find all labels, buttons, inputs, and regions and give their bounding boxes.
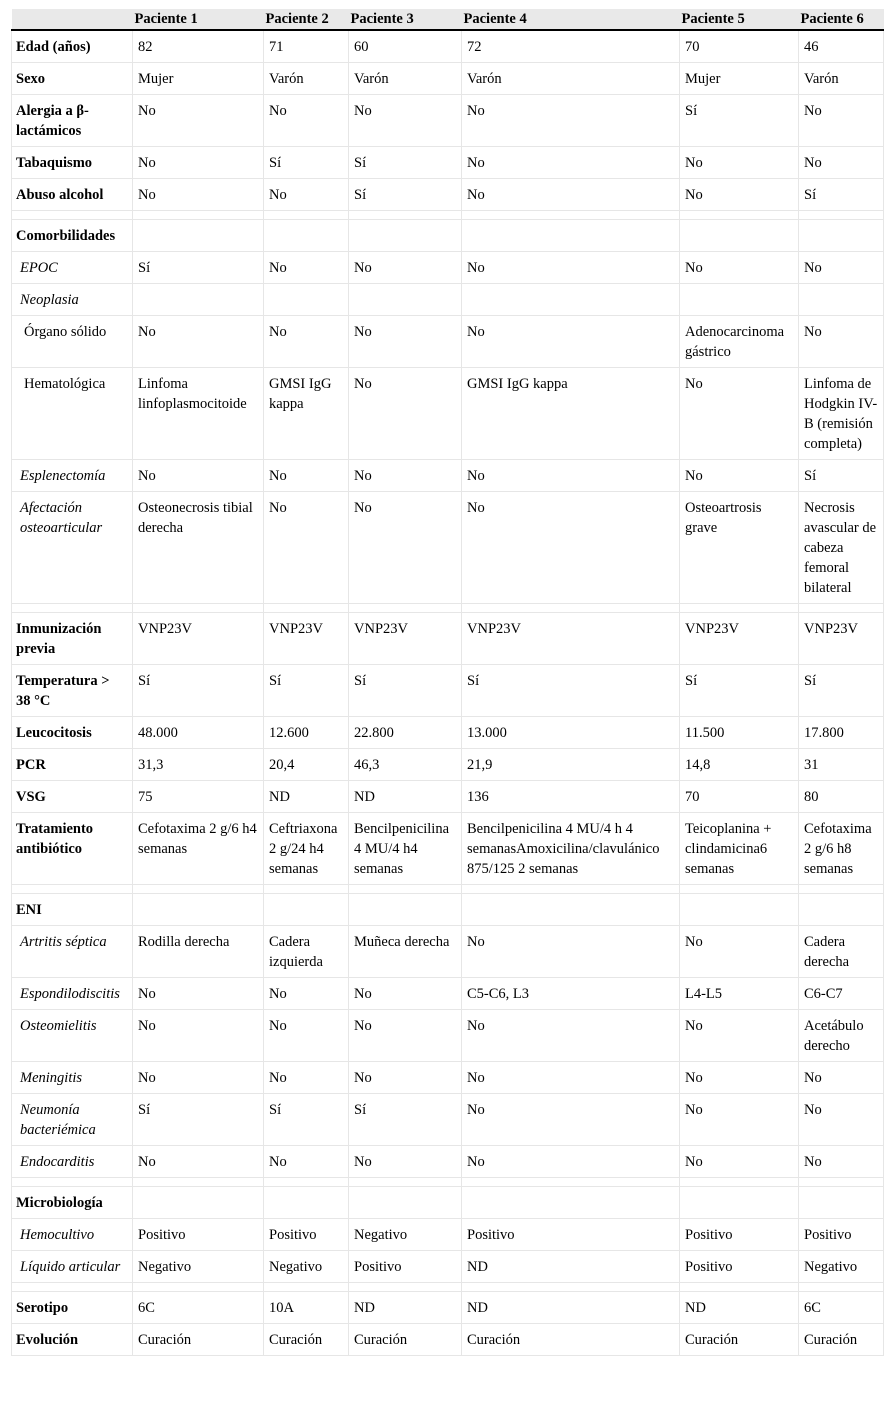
row-label: Hemocultivo (12, 1219, 133, 1251)
table-cell-paciente-4: No (462, 492, 680, 604)
table-cell-paciente-5: Teicoplanina + clindamicina6 semanas (680, 813, 799, 885)
table-cell-paciente-4: No (462, 316, 680, 368)
spacer-cell (462, 1283, 680, 1292)
row-label: Temperatura > 38 °C (12, 665, 133, 717)
table-cell-paciente-4: No (462, 1146, 680, 1178)
table-cell-paciente-2: 20,4 (264, 749, 349, 781)
table-cell-paciente-2: GMSI IgG kappa (264, 368, 349, 460)
table-cell-paciente-2: No (264, 978, 349, 1010)
table-cell-paciente-1: 31,3 (133, 749, 264, 781)
spacer-cell (264, 211, 349, 220)
table-row (12, 147, 884, 179)
header-cell-paciente-3: Paciente 3 (349, 9, 462, 30)
spacer-cell (264, 1283, 349, 1292)
spacer-cell (349, 1283, 462, 1292)
spacer-cell (133, 1283, 264, 1292)
table-cell-paciente-1: Sí (133, 1094, 264, 1146)
table-cell-paciente-1: Rodilla derecha (133, 926, 264, 978)
table-row (12, 665, 884, 717)
spacer-row (12, 604, 884, 613)
table-cell-paciente-4: Varón (462, 63, 680, 95)
table-cell-paciente-2: Cadera izquierda (264, 926, 349, 978)
table-cell-paciente-5 (680, 284, 799, 316)
table-cell-paciente-2: Sí (264, 665, 349, 717)
section-header-row (12, 220, 884, 252)
table-cell-paciente-2: Negativo (264, 1251, 349, 1283)
table-cell-paciente-2: VNP23V (264, 613, 349, 665)
table-cell-paciente-2: Curación (264, 1324, 349, 1356)
table-cell-paciente-6 (799, 220, 884, 252)
table-cell-paciente-6: Acetábulo derecho (799, 1010, 884, 1062)
row-label: Evolución (12, 1324, 133, 1356)
table-cell-paciente-5 (680, 894, 799, 926)
table-cell-paciente-5: 70 (680, 781, 799, 813)
table-cell-paciente-2: Ceftriaxona 2 g/24 h4 semanas (264, 813, 349, 885)
patient-table (11, 9, 884, 1356)
section-header-row (12, 894, 884, 926)
table-cell-paciente-4: 13.000 (462, 717, 680, 749)
table-cell-paciente-1: 82 (133, 30, 264, 63)
table-cell-paciente-2: No (264, 1146, 349, 1178)
table-cell-paciente-3: No (349, 316, 462, 368)
table-cell-paciente-4: VNP23V (462, 613, 680, 665)
patient-table-container (11, 9, 883, 1356)
row-label: ENI (12, 894, 133, 926)
spacer-row (12, 885, 884, 894)
table-cell-paciente-4: No (462, 926, 680, 978)
table-cell-paciente-4: No (462, 179, 680, 211)
table-row (12, 30, 884, 63)
table-cell-paciente-2 (264, 284, 349, 316)
table-cell-paciente-3: Sí (349, 665, 462, 717)
table-cell-paciente-3: No (349, 1010, 462, 1062)
table-cell-paciente-5: No (680, 460, 799, 492)
table-cell-paciente-6: No (799, 1062, 884, 1094)
table-row (12, 1094, 884, 1146)
table-row (12, 1062, 884, 1094)
row-label: VSG (12, 781, 133, 813)
header-cell-paciente-4: Paciente 4 (462, 9, 680, 30)
row-label: PCR (12, 749, 133, 781)
table-cell-paciente-4: Bencilpenicilina 4 MU/4 h 4 semanasAmoxicilina/clavulánico 875/125 2 semanas (462, 813, 680, 885)
table-cell-paciente-1: 48.000 (133, 717, 264, 749)
table-cell-paciente-6: No (799, 316, 884, 368)
table-cell-paciente-5: Adenocarcinoma gástrico (680, 316, 799, 368)
spacer-cell (462, 1178, 680, 1187)
table-cell-paciente-6: 6C (799, 1292, 884, 1324)
table-cell-paciente-3: Varón (349, 63, 462, 95)
table-row (12, 613, 884, 665)
table-cell-paciente-1: Cefotaxima 2 g/6 h4 semanas (133, 813, 264, 885)
table-row (12, 1219, 884, 1251)
table-row (12, 460, 884, 492)
table-cell-paciente-6: Necrosis avascular de cabeza femoral bilateral (799, 492, 884, 604)
spacer-cell (133, 211, 264, 220)
spacer-row (12, 211, 884, 220)
table-cell-paciente-1: No (133, 460, 264, 492)
row-label: EPOC (12, 252, 133, 284)
table-row (12, 368, 884, 460)
table-cell-paciente-3: ND (349, 781, 462, 813)
row-label: Alergia a β-lactámicos (12, 95, 133, 147)
table-row (12, 179, 884, 211)
table-cell-paciente-3: Sí (349, 1094, 462, 1146)
table-cell-paciente-1: Negativo (133, 1251, 264, 1283)
table-cell-paciente-1: No (133, 978, 264, 1010)
table-cell-paciente-5: Positivo (680, 1251, 799, 1283)
table-cell-paciente-1: VNP23V (133, 613, 264, 665)
table-cell-paciente-6 (799, 894, 884, 926)
table-cell-paciente-5: L4-L5 (680, 978, 799, 1010)
row-label: Tabaquismo (12, 147, 133, 179)
row-label: Neumonía bacteriémica (12, 1094, 133, 1146)
table-cell-paciente-5: Mujer (680, 63, 799, 95)
table-row (12, 813, 884, 885)
row-label: Neoplasia (12, 284, 133, 316)
table-cell-paciente-1: Curación (133, 1324, 264, 1356)
table-cell-paciente-6: Sí (799, 665, 884, 717)
spacer-cell (12, 885, 133, 894)
table-cell-paciente-5: No (680, 1146, 799, 1178)
table-cell-paciente-5: 14,8 (680, 749, 799, 781)
table-cell-paciente-2: No (264, 179, 349, 211)
table-header (12, 9, 884, 30)
table-cell-paciente-2: Varón (264, 63, 349, 95)
table-cell-paciente-1: Osteonecrosis tibial derecha (133, 492, 264, 604)
table-cell-paciente-4 (462, 220, 680, 252)
table-cell-paciente-5: No (680, 1094, 799, 1146)
table-row (12, 717, 884, 749)
table-cell-paciente-6: No (799, 1146, 884, 1178)
table-cell-paciente-5: ND (680, 1292, 799, 1324)
table-cell-paciente-1: No (133, 179, 264, 211)
table-row (12, 1251, 884, 1283)
table-cell-paciente-6: 80 (799, 781, 884, 813)
spacer-cell (12, 1283, 133, 1292)
spacer-cell (12, 604, 133, 613)
table-cell-paciente-6: VNP23V (799, 613, 884, 665)
table-cell-paciente-6: Varón (799, 63, 884, 95)
row-label: Endocarditis (12, 1146, 133, 1178)
spacer-cell (799, 604, 884, 613)
table-cell-paciente-3: 22.800 (349, 717, 462, 749)
table-cell-paciente-1 (133, 1187, 264, 1219)
table-cell-paciente-1: No (133, 1062, 264, 1094)
row-label: Hematológica (12, 368, 133, 460)
header-cell-paciente-6: Paciente 6 (799, 9, 884, 30)
table-row (12, 1146, 884, 1178)
table-cell-paciente-2: 12.600 (264, 717, 349, 749)
table-row (12, 95, 884, 147)
table-cell-paciente-3: Muñeca derecha (349, 926, 462, 978)
table-cell-paciente-2 (264, 894, 349, 926)
table-row (12, 926, 884, 978)
table-cell-paciente-4: ND (462, 1292, 680, 1324)
table-cell-paciente-6: Sí (799, 460, 884, 492)
table-cell-paciente-2: Sí (264, 1094, 349, 1146)
table-cell-paciente-6: No (799, 1094, 884, 1146)
table-cell-paciente-5 (680, 1187, 799, 1219)
table-cell-paciente-3: No (349, 252, 462, 284)
header-cell-corner (12, 9, 133, 30)
table-row (12, 781, 884, 813)
table-cell-paciente-5: No (680, 1062, 799, 1094)
table-cell-paciente-6: Sí (799, 179, 884, 211)
table-cell-paciente-3 (349, 220, 462, 252)
table-cell-paciente-6: Curación (799, 1324, 884, 1356)
table-cell-paciente-6: No (799, 252, 884, 284)
table-cell-paciente-5: No (680, 1010, 799, 1062)
spacer-cell (680, 885, 799, 894)
table-row (12, 252, 884, 284)
table-cell-paciente-6 (799, 1187, 884, 1219)
spacer-row (12, 1178, 884, 1187)
table-cell-paciente-5: No (680, 926, 799, 978)
table-cell-paciente-1: Positivo (133, 1219, 264, 1251)
table-cell-paciente-4 (462, 284, 680, 316)
table-cell-paciente-5: Positivo (680, 1219, 799, 1251)
table-cell-paciente-2: 10A (264, 1292, 349, 1324)
table-cell-paciente-1: Sí (133, 252, 264, 284)
table-cell-paciente-3: No (349, 95, 462, 147)
table-cell-paciente-5 (680, 220, 799, 252)
row-label: Inmunización previa (12, 613, 133, 665)
table-cell-paciente-6: No (799, 147, 884, 179)
table-cell-paciente-1 (133, 894, 264, 926)
table-cell-paciente-3: No (349, 1146, 462, 1178)
table-cell-paciente-2: Sí (264, 147, 349, 179)
spacer-cell (462, 604, 680, 613)
table-cell-paciente-5: 11.500 (680, 717, 799, 749)
table-row (12, 1324, 884, 1356)
table-cell-paciente-1: No (133, 1010, 264, 1062)
table-cell-paciente-2 (264, 1187, 349, 1219)
table-cell-paciente-3: 46,3 (349, 749, 462, 781)
spacer-cell (349, 211, 462, 220)
table-cell-paciente-4: GMSI IgG kappa (462, 368, 680, 460)
table-cell-paciente-6: 31 (799, 749, 884, 781)
table-cell-paciente-5: No (680, 252, 799, 284)
spacer-cell (680, 1178, 799, 1187)
row-label: Líquido articular (12, 1251, 133, 1283)
table-cell-paciente-2: No (264, 95, 349, 147)
spacer-cell (264, 604, 349, 613)
table-cell-paciente-4: C5-C6, L3 (462, 978, 680, 1010)
table-cell-paciente-1 (133, 220, 264, 252)
table-cell-paciente-4: Sí (462, 665, 680, 717)
table-cell-paciente-4: No (462, 1094, 680, 1146)
row-label: Órgano sólido (12, 316, 133, 368)
header-cell-paciente-1: Paciente 1 (133, 9, 264, 30)
table-row (12, 978, 884, 1010)
table-row (12, 284, 884, 316)
table-cell-paciente-3 (349, 284, 462, 316)
row-label: Serotipo (12, 1292, 133, 1324)
table-cell-paciente-4: 136 (462, 781, 680, 813)
table-cell-paciente-2: Positivo (264, 1219, 349, 1251)
table-cell-paciente-1: No (133, 95, 264, 147)
table-cell-paciente-1: 75 (133, 781, 264, 813)
row-label: Artritis séptica (12, 926, 133, 978)
spacer-cell (799, 1283, 884, 1292)
spacer-cell (680, 211, 799, 220)
table-body (12, 30, 884, 1356)
row-label: Microbiología (12, 1187, 133, 1219)
table-cell-paciente-3: VNP23V (349, 613, 462, 665)
table-cell-paciente-1: 6C (133, 1292, 264, 1324)
table-cell-paciente-6: Negativo (799, 1251, 884, 1283)
row-label: Sexo (12, 63, 133, 95)
table-cell-paciente-6: Cefotaxima 2 g/6 h8 semanas (799, 813, 884, 885)
table-cell-paciente-3 (349, 894, 462, 926)
table-cell-paciente-3: Negativo (349, 1219, 462, 1251)
table-cell-paciente-5: No (680, 147, 799, 179)
table-cell-paciente-6: No (799, 95, 884, 147)
table-cell-paciente-2: ND (264, 781, 349, 813)
table-row (12, 1010, 884, 1062)
table-cell-paciente-5: 70 (680, 30, 799, 63)
table-cell-paciente-4: No (462, 1010, 680, 1062)
table-cell-paciente-3: Curación (349, 1324, 462, 1356)
table-cell-paciente-6: 17.800 (799, 717, 884, 749)
row-label: Meningitis (12, 1062, 133, 1094)
spacer-cell (680, 604, 799, 613)
spacer-cell (12, 1178, 133, 1187)
table-row (12, 1292, 884, 1324)
spacer-cell (680, 1283, 799, 1292)
table-cell-paciente-4: No (462, 252, 680, 284)
table-cell-paciente-3 (349, 1187, 462, 1219)
table-cell-paciente-4: No (462, 1062, 680, 1094)
table-cell-paciente-2 (264, 220, 349, 252)
spacer-cell (799, 885, 884, 894)
table-cell-paciente-1: No (133, 147, 264, 179)
row-label: Leucocitosis (12, 717, 133, 749)
header-row (12, 9, 884, 30)
table-cell-paciente-4: No (462, 147, 680, 179)
spacer-cell (133, 604, 264, 613)
row-label: Esplenectomía (12, 460, 133, 492)
spacer-cell (799, 211, 884, 220)
spacer-cell (462, 211, 680, 220)
row-label: Edad (años) (12, 30, 133, 63)
header-cell-paciente-2: Paciente 2 (264, 9, 349, 30)
spacer-cell (133, 885, 264, 894)
table-cell-paciente-4 (462, 894, 680, 926)
table-cell-paciente-2: No (264, 1010, 349, 1062)
table-cell-paciente-1: Linfoma linfoplasmocitoide (133, 368, 264, 460)
table-row (12, 749, 884, 781)
table-cell-paciente-2: No (264, 316, 349, 368)
table-cell-paciente-3: Positivo (349, 1251, 462, 1283)
table-cell-paciente-2: No (264, 1062, 349, 1094)
table-cell-paciente-5: VNP23V (680, 613, 799, 665)
header-cell-paciente-5: Paciente 5 (680, 9, 799, 30)
row-label: Afectación osteoarticular (12, 492, 133, 604)
table-cell-paciente-3: Sí (349, 147, 462, 179)
table-cell-paciente-3: No (349, 978, 462, 1010)
table-cell-paciente-3: Bencilpenicilina 4 MU/4 h4 semanas (349, 813, 462, 885)
table-cell-paciente-4: ND (462, 1251, 680, 1283)
spacer-cell (349, 1178, 462, 1187)
table-cell-paciente-4: 72 (462, 30, 680, 63)
table-cell-paciente-1 (133, 284, 264, 316)
spacer-cell (349, 604, 462, 613)
table-cell-paciente-2: No (264, 252, 349, 284)
table-cell-paciente-6 (799, 284, 884, 316)
table-cell-paciente-1: No (133, 316, 264, 368)
table-cell-paciente-5: No (680, 179, 799, 211)
table-cell-paciente-1: No (133, 1146, 264, 1178)
spacer-cell (264, 885, 349, 894)
table-cell-paciente-3: 60 (349, 30, 462, 63)
table-cell-paciente-6: Linfoma de Hodgkin IV-B (remisión completa) (799, 368, 884, 460)
spacer-cell (12, 211, 133, 220)
table-cell-paciente-3: No (349, 1062, 462, 1094)
table-cell-paciente-1: Sí (133, 665, 264, 717)
table-cell-paciente-4: 21,9 (462, 749, 680, 781)
table-cell-paciente-6: Cadera derecha (799, 926, 884, 978)
table-cell-paciente-5: Sí (680, 665, 799, 717)
table-row (12, 316, 884, 368)
row-label: Osteomielitis (12, 1010, 133, 1062)
table-row (12, 492, 884, 604)
table-cell-paciente-3: No (349, 460, 462, 492)
spacer-cell (133, 1178, 264, 1187)
row-label: Abuso alcohol (12, 179, 133, 211)
row-label: Comorbilidades (12, 220, 133, 252)
table-cell-paciente-5: Sí (680, 95, 799, 147)
table-cell-paciente-4: No (462, 95, 680, 147)
table-cell-paciente-2: 71 (264, 30, 349, 63)
table-cell-paciente-2: No (264, 492, 349, 604)
table-row (12, 63, 884, 95)
spacer-row (12, 1283, 884, 1292)
table-cell-paciente-6: C6-C7 (799, 978, 884, 1010)
table-cell-paciente-2: No (264, 460, 349, 492)
spacer-cell (349, 885, 462, 894)
table-cell-paciente-4: Positivo (462, 1219, 680, 1251)
table-cell-paciente-1: Mujer (133, 63, 264, 95)
table-cell-paciente-5: No (680, 368, 799, 460)
table-cell-paciente-3: ND (349, 1292, 462, 1324)
table-cell-paciente-3: Sí (349, 179, 462, 211)
table-cell-paciente-5: Osteoartrosis grave (680, 492, 799, 604)
table-cell-paciente-3: No (349, 492, 462, 604)
table-cell-paciente-4: No (462, 460, 680, 492)
table-cell-paciente-5: Curación (680, 1324, 799, 1356)
row-label: Espondilodiscitis (12, 978, 133, 1010)
row-label: Tratamiento antibiótico (12, 813, 133, 885)
spacer-cell (799, 1178, 884, 1187)
table-cell-paciente-6: 46 (799, 30, 884, 63)
spacer-cell (462, 885, 680, 894)
table-cell-paciente-6: Positivo (799, 1219, 884, 1251)
table-cell-paciente-4: Curación (462, 1324, 680, 1356)
table-cell-paciente-4 (462, 1187, 680, 1219)
table-cell-paciente-3: No (349, 368, 462, 460)
spacer-cell (264, 1178, 349, 1187)
section-header-row (12, 1187, 884, 1219)
